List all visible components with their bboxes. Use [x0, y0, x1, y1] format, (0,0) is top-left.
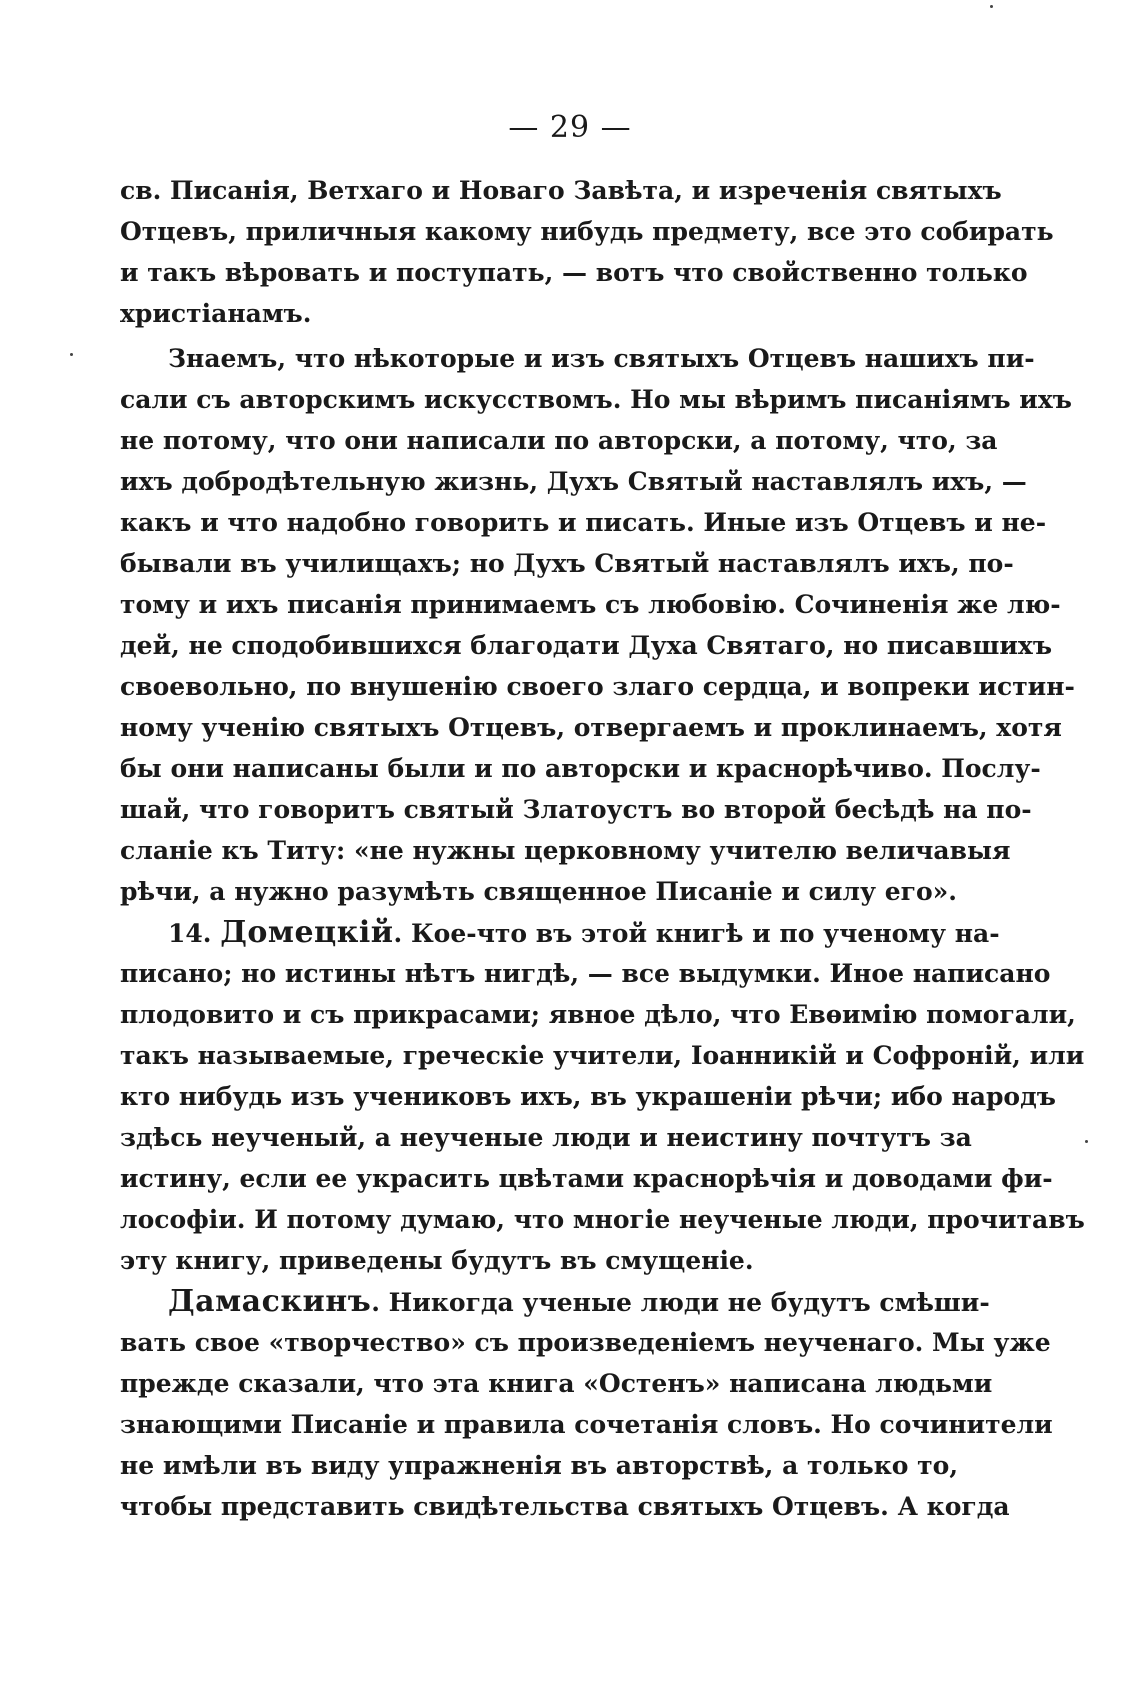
text-line: не имѣли въ виду упражненія въ авторствѣ, а только то,	[120, 1451, 959, 1480]
text-line: дей, не сподобившихся благодати Духа Святаго, но писавшихъ	[120, 631, 1053, 660]
text-line: ному ученію святыхъ Отцевъ, отвергаемъ и проклинаемъ, хотя	[120, 713, 1062, 742]
text-line: св. Писанія, Ветхаго и Новаго Завѣта, и изреченія святыхъ	[120, 176, 1002, 205]
text-line: знающими Писаніе и правила сочетанія словъ. Но сочинители	[120, 1410, 1053, 1439]
text-line: бывали въ училищахъ; но Духъ Святый наставлялъ ихъ, по-	[120, 549, 1014, 578]
text-line: ихъ добродѣтельную жизнь, Духъ Святый наставлялъ ихъ, —	[120, 467, 1027, 496]
scan-speck	[1085, 1140, 1088, 1143]
speaker-name: Домецкій	[220, 915, 394, 950]
text-line: сланіе къ Титу: «не нужны церковному учителю величавыя	[120, 836, 1011, 865]
text-line: и такъ вѣровать и поступать, — вотъ что свойственно только	[120, 258, 1028, 287]
text-line: не потому, что они написали по авторски, а потому, что, за	[120, 426, 998, 455]
text-line: христіанамъ.	[120, 299, 312, 328]
text-line: рѣчи, а нужно разумѣть священное Писаніе и силу его».	[120, 877, 957, 906]
text-line: такъ называемые, греческіе учители, Іоанникій и Софроній, или	[120, 1041, 1085, 1070]
text-line: шай, что говоритъ святый Златоустъ во второй бесѣдѣ на по-	[120, 795, 1032, 824]
text-line: здѣсь неученый, а неученые люди и неистину почтутъ за	[120, 1123, 972, 1152]
text-line: чтобы представить свидѣтельства святыхъ Отцевъ. А когда	[120, 1492, 1010, 1521]
paragraph-number: 14.	[168, 919, 212, 948]
scan-speck	[990, 5, 993, 8]
text-line: лософіи. И потому думаю, что многіе неученые люди, прочитавъ	[120, 1205, 1085, 1234]
paragraph-1	[120, 170, 1054, 334]
page-number: — 29 —	[508, 110, 632, 145]
speaker-name: Дамаскинъ	[168, 1284, 372, 1319]
text-line: плодовито и съ прикрасами; явное дѣло, что Евѳимію помогали,	[120, 1000, 1076, 1029]
text-line: прежде сказали, что эта книга «Остенъ» написана людьми	[120, 1369, 993, 1398]
text-line	[120, 1281, 990, 1322]
paragraph-4	[120, 1281, 1053, 1527]
text-line: кто нибудь изъ учениковъ ихъ, въ украшеніи рѣчи; ибо народъ	[120, 1082, 1056, 1111]
text-fragment: . Никогда ученые люди не будутъ смѣши-	[371, 1288, 990, 1317]
text-line: эту книгу, приведены будутъ въ смущеніе.	[120, 1246, 754, 1275]
text-line: бы они написаны были и по авторски и краснорѣчиво. Послу-	[120, 754, 1041, 783]
text-line	[120, 912, 1000, 953]
text-line: вать свое «творчество» съ произведеніемъ неученаго. Мы уже	[120, 1328, 1051, 1357]
text-line: Знаемъ, что нѣкоторые и изъ святыхъ Отцевъ нашихъ пи-	[168, 344, 1035, 373]
text-line: писано; но истины нѣтъ нигдѣ, — все выдумки. Иное написано	[120, 959, 1051, 988]
paragraph-3	[120, 912, 1085, 1281]
text-fragment: . Кое-что въ этой книгѣ и по ученому на-	[393, 919, 1000, 948]
text-line: Отцевъ, приличныя какому нибудь предмету, все это собирать	[120, 217, 1054, 246]
text-line: своевольно, по внушенію своего злаго сердца, и вопреки истин-	[120, 672, 1075, 701]
scan-speck	[70, 353, 73, 356]
text-line: какъ и что надобно говорить и писать. Иные изъ Отцевъ и не-	[120, 508, 1047, 537]
text-line: тому и ихъ писанія принимаемъ съ любовію. Сочиненія же лю-	[120, 590, 1061, 619]
text-line: сали съ авторскимъ искусствомъ. Но мы вѣримъ писаніямъ ихъ	[120, 385, 1072, 414]
paragraph-2	[120, 338, 1075, 912]
text-line: истину, если ее украсить цвѣтами краснорѣчія и доводами фи-	[120, 1164, 1053, 1193]
